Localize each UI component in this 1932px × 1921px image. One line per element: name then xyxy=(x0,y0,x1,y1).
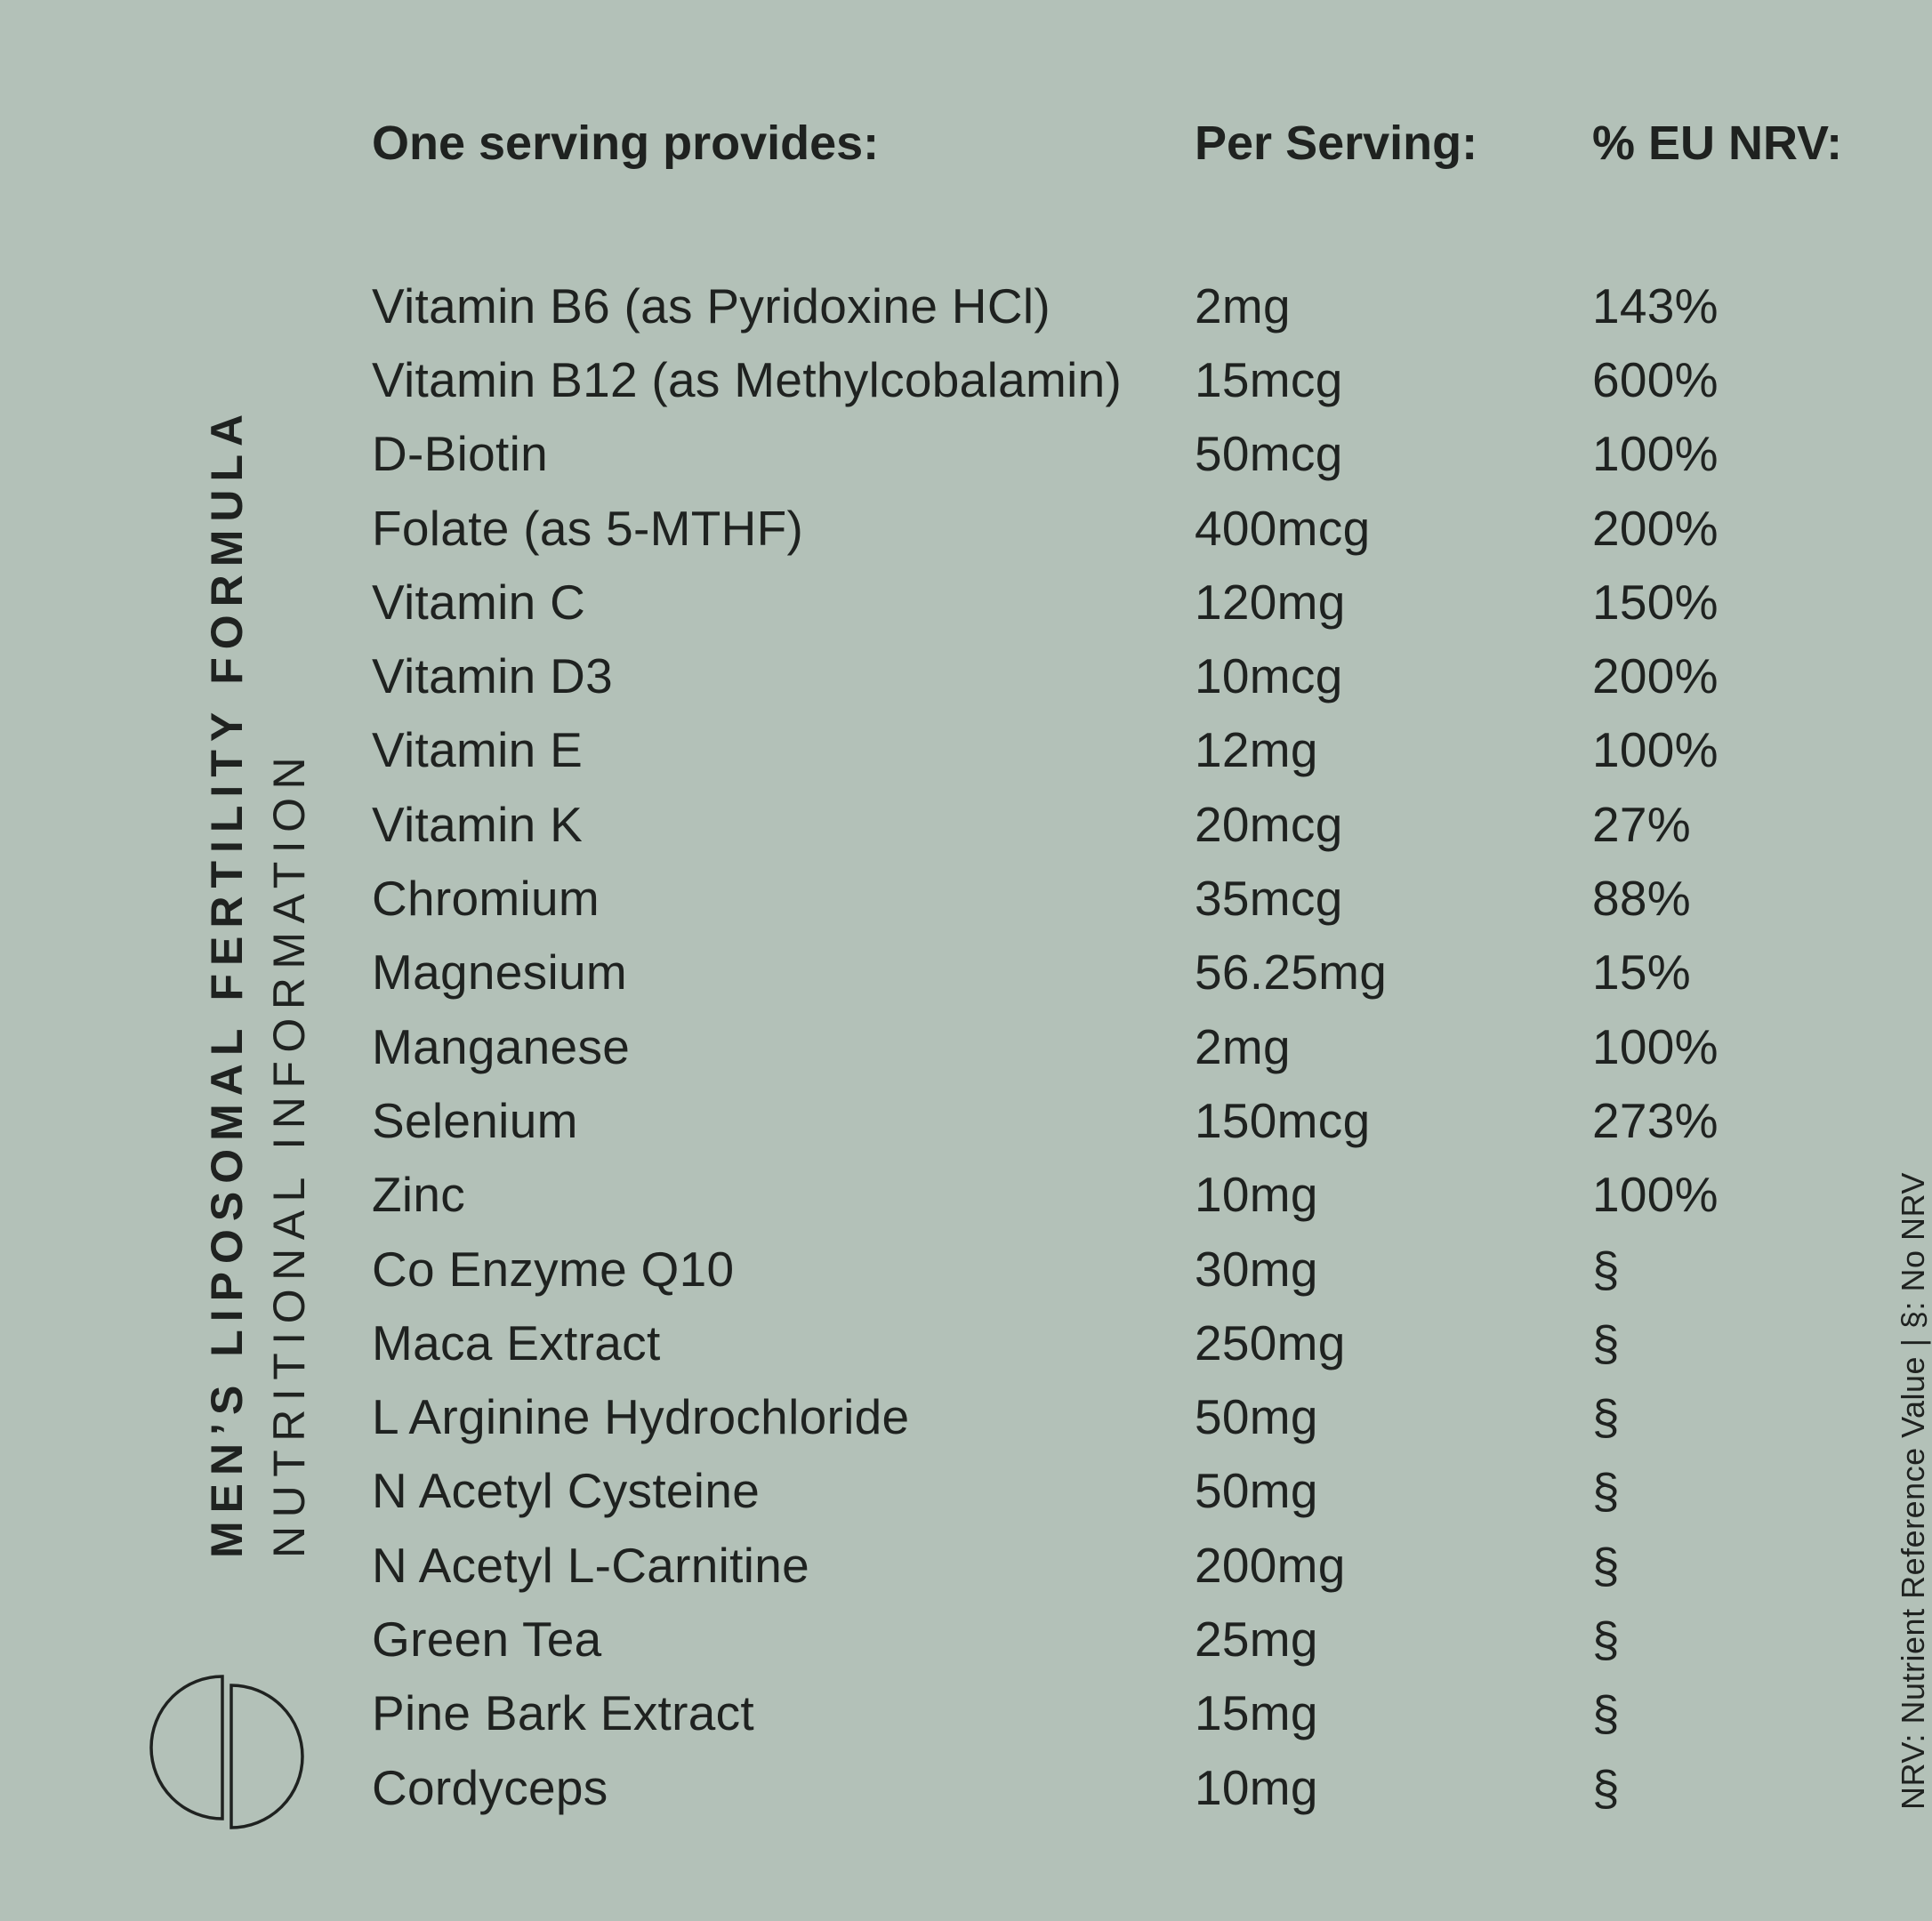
per-serving-amount: 250mg xyxy=(1195,1314,1346,1370)
eu-nrv-percent: § xyxy=(1592,1314,1620,1370)
nutrient-name: N Acetyl L-Carnitine xyxy=(372,1537,810,1593)
per-serving-amount: 30mg xyxy=(1195,1241,1318,1297)
nutrient-name: Vitamin B12 (as Methylcobalamin) xyxy=(372,351,1123,407)
table-row xyxy=(372,269,1895,342)
table-row xyxy=(372,1750,1895,1824)
table-row xyxy=(372,1306,1895,1379)
per-serving-amount: 35mcg xyxy=(1195,871,1343,927)
per-serving-amount: 25mg xyxy=(1195,1611,1318,1667)
table-row xyxy=(372,1454,1895,1528)
table-row xyxy=(372,1009,1895,1083)
eu-nrv-percent: 273% xyxy=(1592,1092,1719,1148)
table-row xyxy=(372,342,1895,416)
nutrient-name: Selenium xyxy=(372,1092,578,1148)
eu-nrv-percent: § xyxy=(1592,1537,1620,1593)
table-header-row xyxy=(372,116,1895,205)
table-row xyxy=(372,1602,1895,1676)
table-row xyxy=(372,639,1895,712)
per-serving-amount: 56.25mg xyxy=(1195,944,1388,1001)
nutrient-name: Chromium xyxy=(372,871,600,927)
eu-nrv-percent: 100% xyxy=(1592,1018,1719,1074)
per-serving-amount: 10mg xyxy=(1195,1167,1318,1223)
nutrient-name: Green Tea xyxy=(372,1611,602,1667)
nutrient-name: D-Biotin xyxy=(372,426,549,482)
nutrition-table xyxy=(372,116,1895,1824)
header-eu-nrv: % EU NRV: xyxy=(1592,117,1843,170)
nutrient-name: Maca Extract xyxy=(372,1314,661,1370)
nrv-footnote: NRV: Nutrient Reference Value | §: No NRV xyxy=(1895,1172,1931,1810)
per-serving-amount: 400mcg xyxy=(1195,500,1371,556)
table-row xyxy=(372,787,1895,861)
nutrient-name: Vitamin B6 (as Pyridoxine HCl) xyxy=(372,277,1051,334)
per-serving-amount: 15mcg xyxy=(1195,351,1343,407)
per-serving-amount: 50mg xyxy=(1195,1389,1318,1445)
table-row xyxy=(372,1676,1895,1750)
eu-nrv-percent: § xyxy=(1592,1611,1620,1667)
per-serving-amount: 200mg xyxy=(1195,1537,1346,1593)
table-row xyxy=(372,491,1895,565)
eu-nrv-percent: § xyxy=(1592,1389,1620,1445)
nutrient-name: Co Enzyme Q10 xyxy=(372,1241,735,1297)
vertical-title xyxy=(196,406,320,1558)
eu-nrv-percent: 88% xyxy=(1592,871,1691,927)
per-serving-amount: 2mg xyxy=(1195,1018,1291,1074)
table-row xyxy=(372,417,1895,491)
per-serving-amount: 2mg xyxy=(1195,277,1291,334)
per-serving-amount: 10mg xyxy=(1195,1759,1318,1815)
table-row xyxy=(372,565,1895,639)
header-nutrient: One serving provides: xyxy=(372,117,880,170)
nutrient-name: Vitamin C xyxy=(372,574,586,630)
eu-nrv-percent: 27% xyxy=(1592,796,1691,852)
eu-nrv-percent: 200% xyxy=(1592,648,1719,704)
eu-nrv-percent: 150% xyxy=(1592,574,1719,630)
per-serving-amount: 150mcg xyxy=(1195,1092,1371,1148)
per-serving-amount: 50mg xyxy=(1195,1463,1318,1519)
nutrient-name: Cordyceps xyxy=(372,1759,608,1815)
split-circle-logo-icon xyxy=(151,1672,302,1832)
nutrient-name: Vitamin E xyxy=(372,722,584,778)
product-title: MEN’S LIPOSOMAL FERTILITY FORMULA xyxy=(202,406,252,1558)
eu-nrv-percent: 100% xyxy=(1592,426,1719,482)
eu-nrv-percent: § xyxy=(1592,1463,1620,1519)
per-serving-amount: 12mg xyxy=(1195,722,1318,778)
section-title: NUTRITIONAL INFORMATION xyxy=(264,748,314,1558)
table-body xyxy=(372,269,1895,1824)
nutrient-name: Vitamin D3 xyxy=(372,648,613,704)
per-serving-amount: 10mcg xyxy=(1195,648,1343,704)
per-serving-amount: 50mcg xyxy=(1195,426,1343,482)
nutrient-name: Magnesium xyxy=(372,944,627,1001)
per-serving-amount: 15mg xyxy=(1195,1685,1318,1741)
eu-nrv-percent: § xyxy=(1592,1685,1620,1741)
eu-nrv-percent: 600% xyxy=(1592,351,1719,407)
table-row xyxy=(372,936,1895,1009)
eu-nrv-percent: 143% xyxy=(1592,277,1719,334)
nutrient-name: Pine Bark Extract xyxy=(372,1685,754,1741)
table-row xyxy=(372,1158,1895,1232)
table-row xyxy=(372,1528,1895,1602)
nutrient-name: Folate (as 5-MTHF) xyxy=(372,500,804,556)
nutrient-name: Manganese xyxy=(372,1018,631,1074)
eu-nrv-percent: 15% xyxy=(1592,944,1691,1001)
table-row xyxy=(372,1083,1895,1157)
table-row xyxy=(372,861,1895,935)
eu-nrv-percent: 100% xyxy=(1592,722,1719,778)
per-serving-amount: 20mcg xyxy=(1195,796,1343,852)
table-row xyxy=(372,713,1895,787)
nutrient-name: Zinc xyxy=(372,1167,466,1223)
eu-nrv-percent: § xyxy=(1592,1759,1620,1815)
nutrient-name: Vitamin K xyxy=(372,796,584,852)
header-per-serving: Per Serving: xyxy=(1195,117,1478,170)
table-row xyxy=(372,1379,1895,1453)
nutrient-name: N Acetyl Cysteine xyxy=(372,1463,761,1519)
eu-nrv-percent: § xyxy=(1592,1241,1620,1297)
nutrient-name: L Arginine Hydrochloride xyxy=(372,1389,910,1445)
per-serving-amount: 120mg xyxy=(1195,574,1346,630)
table-row xyxy=(372,1232,1895,1306)
eu-nrv-percent: 100% xyxy=(1592,1167,1719,1223)
eu-nrv-percent: 200% xyxy=(1592,500,1719,556)
